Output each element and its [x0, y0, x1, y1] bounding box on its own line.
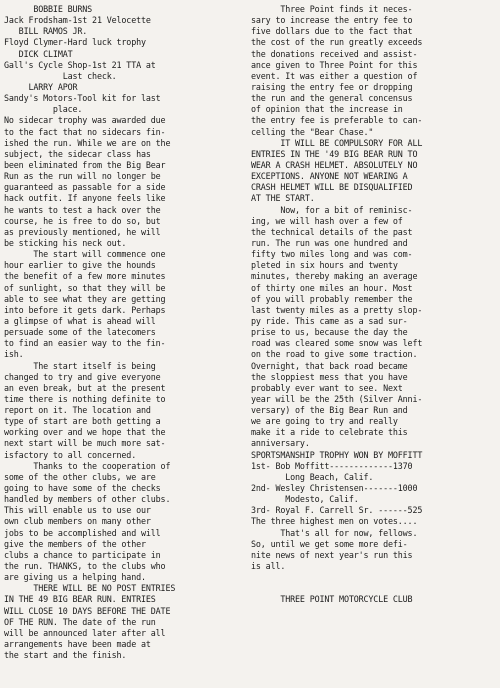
text-line: of opinion that the increase in — [251, 104, 403, 115]
text-line: on the road to give some traction. — [251, 349, 418, 360]
text-line: last twenty miles as a pretty slop- — [251, 304, 423, 315]
text-line: the sloppiest mess that you have — [251, 371, 408, 382]
text-line: Sandy's Motors-Tool kit for last — [4, 93, 161, 104]
text-line: the benefit of a few more minutes — [4, 271, 166, 282]
text-line: The start itself is being — [4, 360, 156, 371]
text-line: Overnight, that back road became — [251, 360, 408, 371]
text-line: ENTRIES IN THE '49 BIG BEAR RUN TO — [251, 148, 418, 159]
text-line: WILL CLOSE 10 DAYS BEFORE THE DATE — [4, 605, 171, 616]
text-line: ing, we will hash over a few of — [251, 215, 403, 226]
text-line: DICK CLIMAT — [4, 48, 73, 59]
text-line: nite news of next year's run this — [251, 549, 413, 560]
text-line: IT WILL BE COMPULSORY FOR ALL — [251, 137, 423, 148]
text-line: AT THE START. — [251, 193, 315, 204]
text-line: event. It was either a question of — [251, 70, 418, 81]
text-line: be sticking his neck out. — [4, 237, 127, 248]
text-line: celling the "Bear Chase." — [251, 126, 374, 137]
text-line: Run as the run will no longer be — [4, 171, 161, 182]
text-line: type of start are both getting a — [4, 416, 161, 427]
text-line: prise to us, because the day the — [251, 327, 408, 338]
text-line: changed to try and give everyone — [4, 371, 161, 382]
text-line: versary) of the Big Bear Run and — [251, 405, 408, 416]
text-line: subject, the sidecar class has — [4, 148, 151, 159]
text-line: into before it gets dark. Perhaps — [4, 304, 166, 315]
text-line: run. The run was one hundred and — [251, 237, 408, 248]
text-line: as previously mentioned, he will — [4, 226, 161, 237]
text-line: minutes, thereby making an average — [251, 271, 418, 282]
text-line: Modesto, Calif. — [251, 494, 359, 505]
text-line: WEAR A CRASH HELMET. ABSOLUTELY NO — [251, 159, 418, 170]
text-line: IN THE 49 BIG BEAR RUN. ENTRIES — [4, 594, 156, 605]
text-line: So, until we get some more defi- — [251, 538, 408, 549]
text-line: of sunlight, so that they will be — [4, 282, 166, 293]
text-line: five dollars due to the fact that — [251, 26, 413, 37]
text-line: he wants to test a hack over the — [4, 204, 161, 215]
text-line: able to see what they are getting — [4, 293, 166, 304]
right-column — [251, 4, 497, 606]
text-line: ished the run. While we are on the — [4, 137, 171, 148]
text-line: going to have some of the checks — [4, 483, 161, 494]
text-line: are giving us a helping hand. — [4, 572, 146, 583]
text-line: hack outfit. If anyone feels like — [4, 193, 166, 204]
text-line: 3rd- Royal F. Carrell Sr. ------525 — [251, 505, 423, 516]
text-line: fifty two miles long and was com- — [251, 249, 413, 260]
text-line: the donations received and assist- — [251, 48, 418, 59]
text-line: to find an easier way to the fin- — [4, 338, 166, 349]
text-line — [251, 572, 497, 583]
text-line: time there is nothing definite to — [4, 393, 166, 404]
text-line: pleted in six hours and twenty — [251, 260, 398, 271]
left-column — [4, 4, 246, 661]
text-line: make it a ride to celebrate this — [251, 427, 408, 438]
text-line: Thanks to the cooperation of — [4, 460, 171, 471]
text-line: guaranteed as passable for a side — [4, 182, 166, 193]
text-line: CRASH HELMET WILL BE DISQUALIFIED — [251, 182, 413, 193]
text-line: some of the other clubs, we are — [4, 471, 156, 482]
text-line: 2nd- Wesley Christensen-------1000 — [251, 483, 418, 494]
text-line: raising the entry fee or dropping — [251, 81, 413, 92]
text-line: the start and the finish. — [4, 650, 127, 661]
text-line: Long Beach, Calif. — [251, 471, 374, 482]
text-line: SPORTSMANSHIP TROPHY WON BY MOFFITT — [251, 449, 423, 460]
text-line: course, he is free to do so, but — [4, 215, 161, 226]
text-line: handled by members of other clubs. — [4, 494, 171, 505]
text-line: sary to increase the entry fee to — [251, 15, 413, 26]
text-line: No sidecar trophy was awarded due — [4, 115, 166, 126]
text-line: of you will probably remember the — [251, 293, 413, 304]
text-line: Jack Frodsham-1st 21 Velocette — [4, 15, 151, 26]
text-line: LARRY APOR — [4, 81, 78, 92]
text-line: ish. — [4, 349, 24, 360]
text-line: the cost of the run greatly exceeds — [251, 37, 423, 48]
text-line — [251, 583, 497, 594]
text-line: arrangements have been made at — [4, 639, 151, 650]
text-line: is all. — [251, 561, 286, 572]
text-line: the run. THANKS, to the clubs who — [4, 561, 166, 572]
text-line: the entry fee is preferable to can- — [251, 115, 423, 126]
text-line: Last check. — [4, 70, 117, 81]
text-line: anniversary. — [251, 438, 310, 449]
text-line: the run and the general concensus — [251, 93, 413, 104]
text-line: BOBBIE BURNS — [4, 4, 93, 14]
text-line: Now, for a bit of reminisc- — [251, 204, 413, 215]
text-line: 1st- Bob Moffitt-------------1370 — [251, 460, 413, 471]
text-line: The three highest men on votes.... — [251, 516, 418, 527]
text-line: place. — [4, 104, 83, 115]
text-line: clubs a chance to participate in — [4, 549, 161, 560]
text-line: hour earlier to give the hounds — [4, 260, 156, 271]
text-line: working over and we hope that the — [4, 427, 166, 438]
text-line: That's all for now, fellows. — [251, 527, 418, 538]
text-line: ance given to Three Point for this — [251, 59, 418, 70]
text-line: an even break, but at the present — [4, 382, 166, 393]
text-line: OF THE RUN. The date of the run — [4, 616, 156, 627]
text-line: jobs to be accomplished and will — [4, 527, 161, 538]
text-line: report on it. The location and — [4, 405, 151, 416]
text-line: to the fact that no sidecars fin- — [4, 126, 166, 137]
text-line: we are going to try and really — [251, 416, 398, 427]
text-line: next start will be much more sat- — [4, 438, 166, 449]
text-line: the technical details of the past — [251, 226, 413, 237]
text-line: road was cleared some snow was left — [251, 338, 423, 349]
text-line: THERE WILL BE NO POST ENTRIES — [4, 583, 176, 594]
text-line: own club members on many other — [4, 516, 151, 527]
text-line: persuade some of the latecomers — [4, 327, 156, 338]
text-line: of thirty one miles an hour. Most — [251, 282, 413, 293]
text-line: BILL RAMOS JR. — [4, 26, 88, 37]
text-line: The start will commence one — [4, 249, 166, 260]
text-line: a glimpse of what is ahead will — [4, 315, 156, 326]
text-line: Three Point finds it neces- — [251, 4, 413, 14]
text-line: Gall's Cycle Shop-1st 21 TTA at — [4, 59, 156, 70]
text-line: will be announced later after all — [4, 627, 166, 638]
text-line: EXCEPTIONS. ANYONE NOT WEARING A — [251, 171, 408, 182]
text-line: This will enable us to use our — [4, 505, 151, 516]
text-line: probably ever want to see. Next — [251, 382, 403, 393]
text-line: py ride. This came as a sad sur- — [251, 315, 408, 326]
text-line: been eliminated from the Big Bear — [4, 159, 166, 170]
text-line: year will be the 25th (Silver Anni- — [251, 393, 423, 404]
text-line: give the members of the other — [4, 538, 146, 549]
text-line: isfactory to all concerned. — [4, 449, 137, 460]
text-line: Floyd Clymer-Hard luck trophy — [4, 37, 146, 48]
text-line: THREE POINT MOTORCYCLE CLUB — [251, 594, 413, 605]
